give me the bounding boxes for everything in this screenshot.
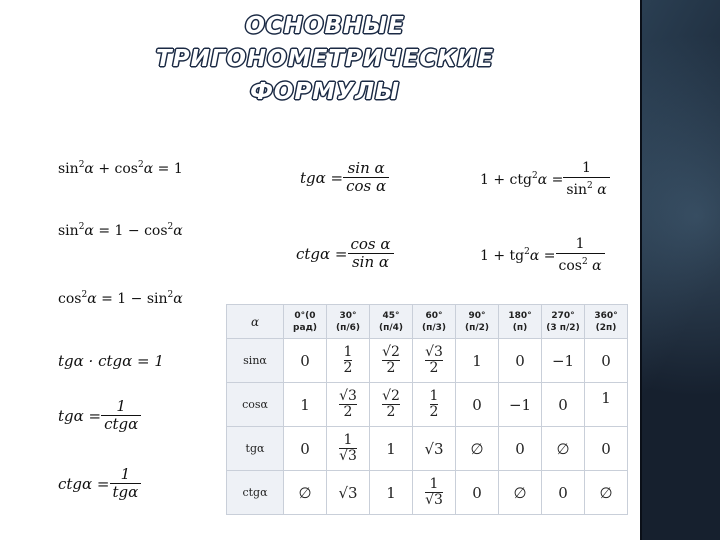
cell-value: 1 — [456, 339, 499, 383]
cell-value: −1 — [499, 383, 542, 427]
cell-value: 1 — [370, 471, 413, 515]
trig-values-table — [226, 304, 628, 515]
header-0deg: 0°(0 рад) — [284, 305, 327, 339]
header-30deg: 30° (п/6) — [327, 305, 370, 339]
cell-value: 0 — [456, 383, 499, 427]
table-header-row — [227, 305, 628, 339]
title-line-1: ОСНОВНЫЕ — [245, 13, 405, 39]
row-label-ctg: ctgα — [227, 471, 284, 515]
cell-value: 0 — [585, 427, 628, 471]
cell-value: 0 — [542, 383, 585, 427]
formula-pythagorean: $\sin^2\alpha + \cos^2\alpha = 1$ — [58, 160, 183, 177]
cell-value: $\frac{√2}{2}$ — [370, 339, 413, 383]
cell-value: $\frac{1}{2}$ — [327, 339, 370, 383]
cell-value: ∅ — [542, 427, 585, 471]
cell-value: $\frac{√3}{2}$ — [327, 383, 370, 427]
cell-value: ∅ — [284, 471, 327, 515]
page-title — [110, 10, 540, 109]
title-line-2: ТРИГОНОМЕТРИЧЕСКИЕ — [155, 46, 495, 72]
table-row — [227, 471, 628, 515]
cell-value: 1 — [585, 383, 628, 427]
formula-cos-squared: $\cos^2\alpha = 1 - \sin^2\alpha$ — [58, 290, 183, 307]
cell-value: 0 — [284, 339, 327, 383]
row-label-sin: sinα — [227, 339, 284, 383]
title-line-3: ФОРМУЛЫ — [250, 79, 400, 105]
cell-value: √3 — [327, 471, 370, 515]
formula-tg-identity: $1 + tg^2\alpha$ = $\frac{1}{\cos^2 \alpha}$ — [480, 236, 605, 275]
formula-ctg-identity: 1 + ctg$^2$α = $\frac{1}{\sin^2 \alpha}$ — [480, 160, 610, 199]
formula-tg-ctg-product: tgα · ctgα = 1 — [58, 352, 164, 370]
header-180deg: 180° (п) — [499, 305, 542, 339]
cell-value: 0 — [585, 339, 628, 383]
cell-value: $\frac{1}{2}$ — [413, 383, 456, 427]
table-row — [227, 383, 628, 427]
cell-value: $\frac{√3}{2}$ — [413, 339, 456, 383]
decorative-sidebar — [642, 0, 720, 540]
cell-value: √3 — [413, 427, 456, 471]
header-90deg: 90° (п/2) — [456, 305, 499, 339]
formula-ctg-definition: ctgα = $\frac{\text{cos α}}{\text{sin α}}$ — [296, 236, 394, 271]
cell-value: ∅ — [499, 471, 542, 515]
table-row — [227, 427, 628, 471]
header-360deg: 360° (2п) — [585, 305, 628, 339]
cell-value: −1 — [542, 339, 585, 383]
table-row — [227, 339, 628, 383]
row-label-cos: cosα — [227, 383, 284, 427]
header-270deg: 270° (3 п/2) — [542, 305, 585, 339]
cell-value: $\frac{√2}{2}$ — [370, 383, 413, 427]
formula-ctg-reciprocal: ctgα = $\frac{1}{\text{tgα}}$ — [58, 466, 141, 501]
row-label-tg: tgα — [227, 427, 284, 471]
cell-value: 0 — [542, 471, 585, 515]
formula-tg-definition: tgα = $\frac{\text{sin α}}{\text{cos α}}$ — [300, 160, 389, 195]
cell-value: ∅ — [456, 427, 499, 471]
header-45deg: 45° (п/4) — [370, 305, 413, 339]
formula-sin-squared: $\sin^2\alpha = 1 - \cos^2\alpha$ — [58, 222, 183, 239]
cell-value: 0 — [284, 427, 327, 471]
cell-value: 0 — [456, 471, 499, 515]
cell-value: 1 — [370, 427, 413, 471]
sidebar-divider — [640, 0, 642, 540]
cell-value: $\frac{1}{√3}$ — [413, 471, 456, 515]
formula-tg-reciprocal: tgα = $\frac{1}{\text{ctgα}}$ — [58, 398, 141, 433]
table-corner-cell: α — [227, 305, 284, 339]
cell-value: 0 — [499, 427, 542, 471]
header-60deg: 60° (п/3) — [413, 305, 456, 339]
cell-value: ∅ — [585, 471, 628, 515]
cell-value: $\frac{1}{√3}$ — [327, 427, 370, 471]
cell-value: 1 — [284, 383, 327, 427]
cell-value: 0 — [499, 339, 542, 383]
